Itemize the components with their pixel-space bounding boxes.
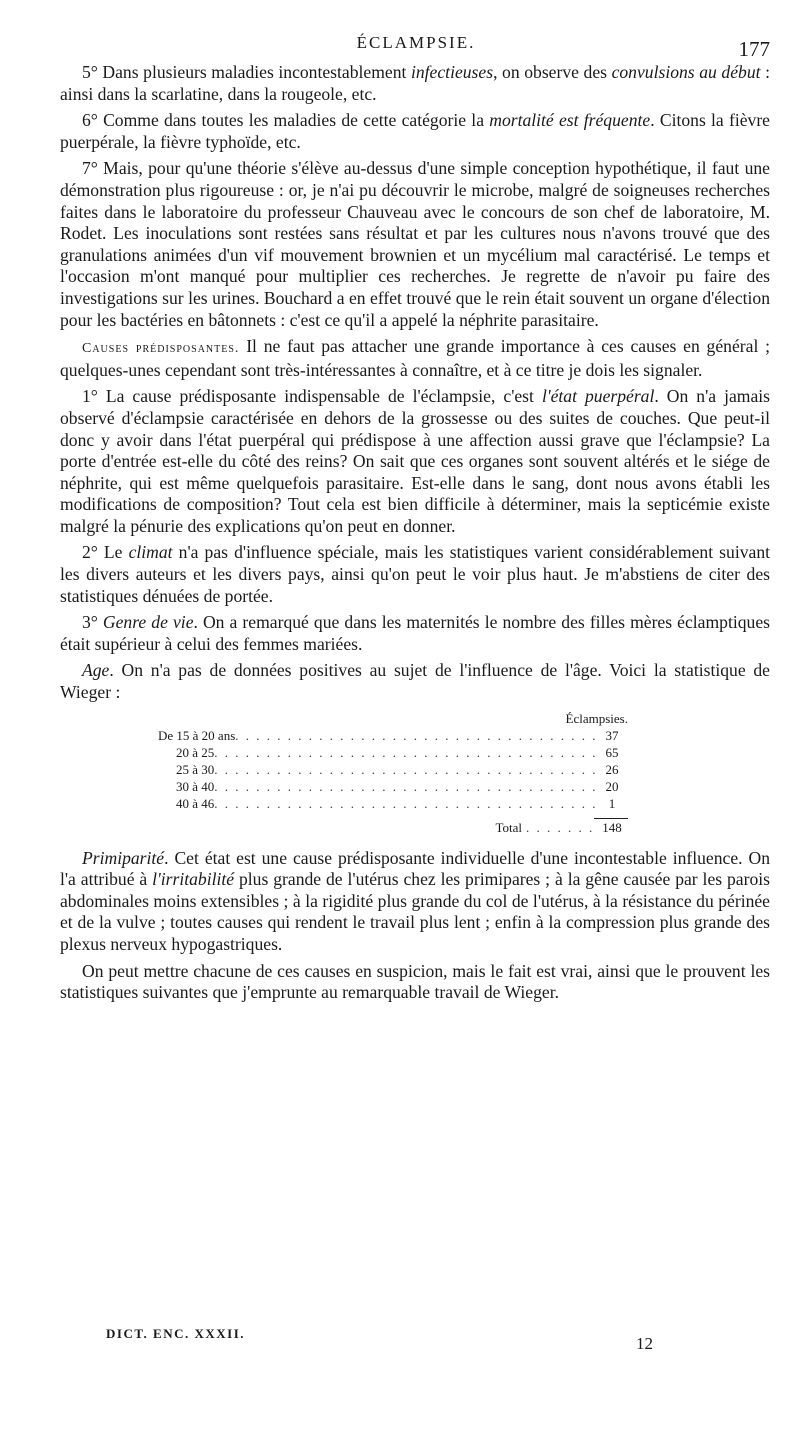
page-number: 177 (738, 37, 770, 61)
paragraph-5: 5° Dans plusieurs maladies incontestablement infectieuses, on observe des convulsions au début : ainsi dans la scarlatine, dans la rougeole, etc. (60, 62, 770, 104)
running-title: ÉCLAMPSIE. (356, 33, 476, 52)
table-column-header: Éclampsies. (565, 710, 628, 726)
table-total-row: Total . . . 148 (158, 819, 628, 836)
paragraph-final: On peut mettre chacune de ces causes en suspicion, mais le fait est vrai, ainsi que le prouvent les statistiques suivantes que j'emprunte au remarquable travail de Wieger. (60, 960, 770, 1003)
table-row: 20 à 25 . . . 65 (158, 744, 628, 761)
page-body (60, 62, 770, 1009)
paragraph-cause-3: 3° Genre de vie. On a remarqué que dans les maternités le nombre des filles mères éclamptiques était supérieur à celui des femmes mariées. (60, 612, 770, 654)
paragraph-cause-2: 2° Le climat n'a pas d'influence spéciale, mais les statistiques varient considérablement suivant les divers auteurs et les divers pays, ainsi qu'on peut le voir plus haut. Je m'abstiens de citer des statistiques dénuées de portée. (60, 542, 771, 606)
section-heading: Causes prédisposantes. (82, 341, 240, 357)
footer-volume-signature: DICT. ENC. XXXII. (106, 1326, 246, 1341)
table-row: 25 à 30 . . . 26 (158, 761, 628, 778)
paragraph-age: Age. On n'a pas de données positives au sujet de l'influence de l'âge. Voici la statistique de Wieger : (60, 660, 770, 703)
table-row: 30 à 40 . . . 20 (158, 778, 628, 795)
table-row: De 15 à 20 ans . . . 37 (158, 727, 628, 744)
paragraph-6: 6° Comme dans toutes les maladies de cette catégorie la mortalité est fréquente. Citons la fièvre puerpérale, la fièvre typhoïde, etc. (60, 110, 770, 152)
paragraph-7: 7° Mais, pour qu'une théorie s'élève au-dessus d'une simple conception hypothétique, il faut une démonstration plus rigoureuse : or, je n'ai pu découvrir le microbe, malgré de soigneuses recherches faites dans le laboratoire du professeur Chauveau avec le concours de son chef de laboratoire, M. Rodet. Les inoculations sont restées sans résultat et par les cultures nous n'avons trouvé que des granulations animées d'un vif mouvement brownien et un mycélium mal caractérisé. Le temps et l'occasion m'ont manqué pour multiplier ces recherches. Je regrette de n'avoir pu faire des investigations sur les urines. Bouchard a en effet trouvé que le rein était souvent un organe d'élection pour les bactéries en bâtonnets : c'est ce qu'il a appelé la néphrite parasitaire. (60, 158, 770, 330)
paragraph-causes-predisposantes: Causes prédisposantes. Il ne faut pas attacher une grande importance à ces causes en général ; quelques-unes cependant sont très-intéressantes à connaître, et à ce titre je dois les signaler. (60, 336, 770, 380)
age-statistics-table (158, 710, 628, 836)
paragraph-primiparite: Primiparité. Cet état est une cause prédisposante individuelle d'une incontestable influence. On l'a attribué à l'irritabilité plus grande de l'utérus chez les primipares ; à la gêne causée par les parois abdominales moins extensibles ; à la rigidité plus grande du col de l'utérus, à la résistance du périnée et de la vulve ; toutes causes qui rendent le travail plus lent ; enfin à la compression plus grande des plexus nerveux hypogastriques. (60, 847, 770, 954)
paragraph-cause-1: 1° La cause prédisposante indispensable de l'éclampsie, c'est l'état puerpéral. On n'a jamais observé d'éclampsie caractérisée en dehors de la grossesse ou des suites de couches. Que peut-il donc y avoir dans l'état puerpéral qui prédispose à une affection aussi grave que l'éclampsie? La porte d'entrée est-elle du côté des reins? On sait que ces organes sont souvent altérés et le siége de néphrite, qui est même quelquefois parasitaire. Est-elle dans le sang, dont nous avons établi les modifications de composition? Tout cela est bien difficile à déterminer, mais la septicémie existe malgré la pénurie des explications qu'on peut en donner. (60, 386, 770, 536)
page-header (60, 33, 772, 61)
table-row: 40 à 46 . . . 1 (158, 795, 628, 812)
footer-signature-number: 12 (636, 1334, 653, 1353)
